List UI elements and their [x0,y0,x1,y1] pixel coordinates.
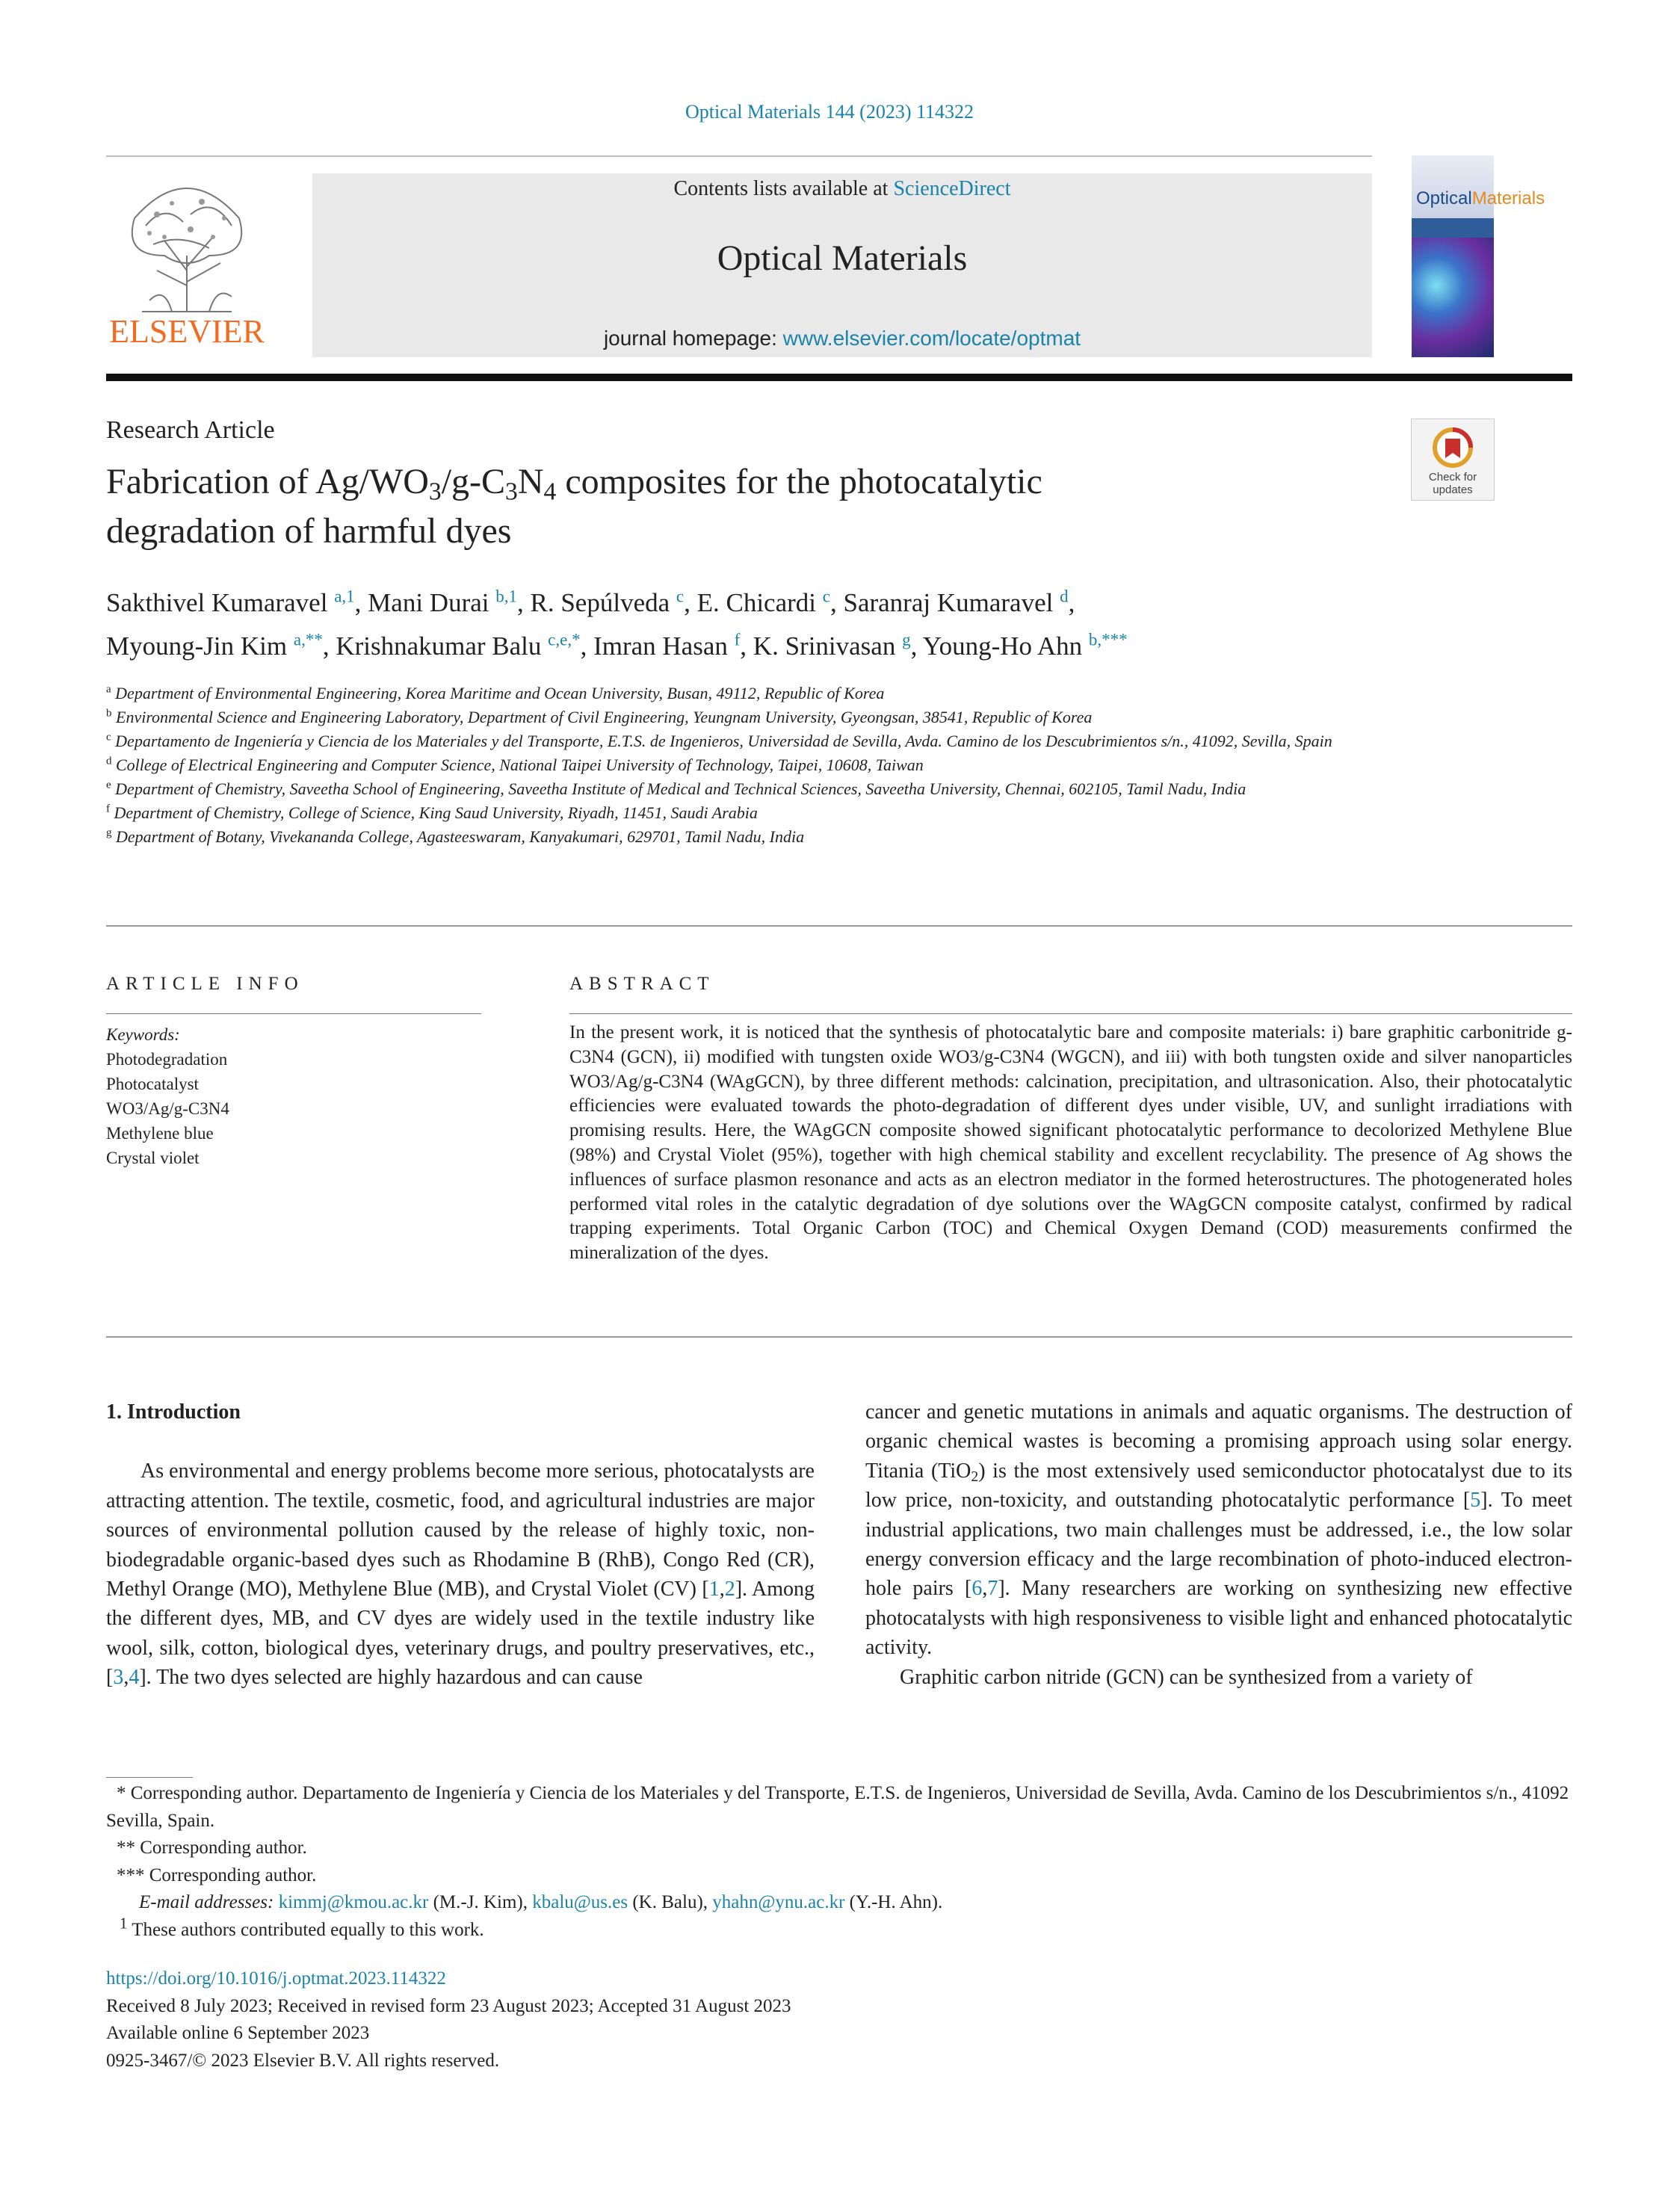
footnote: $^1$ These authors contributed equally to this work. [120,1914,484,1940]
author-name: Krishnakumar Balu [336,631,542,661]
author-affil-link[interactable]: a,1 [334,587,355,606]
affiliation: $^g$ Department of Botany, Vivekananda College, Agasteeswaram, Kanyakumari, 629701, Tamil Nadu, India [106,827,805,846]
footnote: ** Corresponding author. [117,1838,307,1858]
citation-link[interactable]: 2 [724,1578,735,1601]
author-affil-link[interactable]: f [734,630,741,649]
sciencedirect-link[interactable]: ScienceDirect [893,177,1011,200]
running-head[interactable]: Optical Materials 144 (2023) 114322 [685,101,974,123]
author-affil-link[interactable]: a,** [293,630,323,649]
author-name: Myoung-Jin Kim [106,631,288,661]
check-updates-line2: updates [1433,484,1473,496]
section-heading: 1. Introduction [106,1400,241,1424]
body-paragraph: As environmental and energy problems become more serious, photocatalysts are attracting attention. The textile, cosmetic, food, and agricultural industries are major sources of environmental pollution caused by the release of highly toxic, non-biodegradable organic-based dyes such as Rhodamine B (RhB), Congo Red (CR), Methyl Orange (MO), Methylene Blue (MB), and Crystal Violet (CV) [1,2]. Among the different dyes, MB, and CV dyes are widely used in the textile industry like wool, silk, cotton, biological dyes, veterinary drugs, and poultry preservatives, etc., [3,4]. The two dyes selected are highly hazardous and can cause [106,1459,815,1690]
body-paragraph: Graphitic carbon nitride (GCN) can be synthesized from a variety of [900,1665,1473,1689]
elsevier-wordmark: ELSEVIER [109,313,265,350]
author-affil-link[interactable]: b,1 [495,587,517,606]
contents-prefix: Contents lists available at [673,177,894,200]
affiliations-divider [106,925,1572,927]
email-footnote: E-mail addresses: kimmj@kmou.ac.kr (M.-J. Kim), kbalu@us.es (K. Balu), yhahn@ynu.ac.kr (Y.-H. Ahn). [139,1892,943,1912]
available-online: Available online 6 September 2023 [106,2023,370,2043]
footnotes [106,1780,1572,1944]
article-title: Fabrication of $Ag/WO_3/g-C_3N_4$ composites for the photocatalytic degradation of harmful dyes [106,462,1042,551]
footnote-rule [106,1777,193,1778]
check-updates-icon [1412,419,1494,500]
author-affil-link[interactable]: c,e,* [548,630,581,649]
author-name: R. Sepúlveda [530,588,670,617]
author-affil-link[interactable]: g [902,630,911,649]
affiliation: $^f$ Department of Chemistry, College of Science, King Saud University, Riyadh, 11451, Saudi Arabia [106,803,758,822]
email-link[interactable]: kbalu@us.es [532,1892,628,1912]
abstract-end-rule [106,1336,1572,1338]
journal-title: Optical Materials [717,238,968,278]
journal-masthead [312,173,1372,357]
keywords-block [106,1022,480,1170]
body-column-left [106,1397,815,1693]
masthead-rule [106,374,1572,381]
article-info-rule [106,1013,481,1014]
check-updates-line1: Check for [1428,471,1477,484]
header-divider [106,155,1372,157]
tree-logo-icon [120,173,254,315]
affiliation: $^a$ Department of Environmental Engineering, Korea Maritime and Ocean University, Busan, 49112, Republic of Korea [106,683,885,702]
footnote: *** Corresponding author. [117,1865,317,1885]
citation-link[interactable]: 1 [708,1578,720,1601]
cover-artwork [1412,238,1494,357]
author-name: Sakthivel Kumaravel [106,588,328,617]
keyword-item: WO3/Ag/g-C3N4 [106,1099,229,1118]
article-info-heading: ARTICLE INFO [106,974,304,994]
body-column-right [865,1397,1572,1692]
affiliation: $^d$ College of Electrical Engineering and Computer Science, National Taipei University of Technology, Taipei, 10608, Taiwan [106,755,924,774]
elsevier-logo[interactable] [103,173,271,356]
author-name: K. Srinivasan [753,631,896,661]
citation-link[interactable]: 4 [129,1666,140,1690]
citation-link[interactable]: 5 [1470,1489,1481,1513]
footnote: * Corresponding author. Departamento de Ingeniería y Ciencia de los Materiales y del Transporte, E.T.S. de Ingenieros, Universidad de Sevilla, Avda. Camino de los Descubrimientos s/n., 41092 Sevilla, Spain. [106,1783,1569,1831]
citation-link[interactable]: 6 [971,1577,983,1601]
affiliations [106,682,1377,849]
abstract-heading: ABSTRACT [569,974,715,994]
email-link[interactable]: kimmj@kmou.ac.kr [278,1892,429,1912]
author-list: Sakthivel Kumaravel $^{a,1}$, Mani Durai $^{b,1}$, R. Sepúlveda $^c$, E. Chicardi $^c$, Saranraj Kumaravel $^d$, Myoung-Jin Kim $^{a,**}$, Krishnakumar Balu $^{c,e,*}$, Imran Hasan $^f$, K. Srinivasan $^g$, Young-Ho Ahn $^{b,***}$ [106,587,1128,661]
homepage-line [312,323,1372,354]
keywords-label: Keywords: [106,1025,180,1044]
author-affil-link[interactable]: c [822,587,830,606]
author-name: E. Chicardi [696,588,817,617]
abstract-text: In the present work, it is noticed that the synthesis of photocatalytic bare and composite materials: i) bare graphitic carbonitride g-C3N4 (GCN), ii) modified with tungsten oxide WO3/g-C3N4 (WGCN), and iii) with both tungsten oxide and silver nanoparticles WO3/Ag/g-C3N4 (WAgGCN), by three different methods: calcination, precipitation, and ultrasonication. Also, their photocatalytic efficiencies were evaluated towards the photo-degradation of different dyes under visible, UV, and sunlight irradiations with promising results. Here, the WAgGCN composite showed significant photocatalytic performance to decolorized Methylene Blue (98%) and Crystal Violet (95%), together with high chemical stability and excellent recyclability. The presence of Ag shows the influences of surface plasmon resonance and acts as an electron mediator in the formed heterostructures. The photogenerated holes performed vital roles in the catalytic degradation of dye solutions over the WAgGCN composite catalyst, confirmed by radical trapping experiments. Total Organic Carbon (TOC) and Chemical Oxygen Demand (COD) measurements confirmed the mineralization of the dyes. [569,1022,1572,1264]
keyword-item: Crystal violet [106,1149,200,1167]
article-type: Research Article [106,416,275,444]
abstract-rule [569,1013,1572,1014]
author-affil-link[interactable]: b,*** [1088,630,1128,649]
author-name: Young-Ho Ahn [922,631,1083,661]
citation-link[interactable]: 3 [113,1666,124,1690]
homepage-prefix: journal homepage: [603,327,783,350]
journal-cover-image[interactable] [1412,155,1545,357]
doi-link[interactable]: https://doi.org/10.1016/j.optmat.2023.114322 [106,1968,446,1989]
author-affil-link[interactable]: d [1060,587,1069,606]
contents-line [312,173,1372,205]
journal-homepage-link[interactable]: www.elsevier.com/locate/optmat [782,327,1081,350]
cover-title: OpticalMaterials [1416,188,1545,208]
check-for-updates-button[interactable] [1411,418,1495,501]
author-name: Mani Durai [368,588,489,617]
keyword-item: Photodegradation [106,1050,228,1069]
affiliation: $^b$ Environmental Science and Engineering Laboratory, Department of Civil Engineering, Yeungnam University, Gyeongsan, 38541, Republic of Korea [106,707,1093,726]
copyright: 0925-3467/© 2023 Elsevier B.V. All rights reserved. [106,2050,500,2071]
affiliation: $^c$ Departamento de Ingeniería y Ciencia de los Materiales y del Transporte, E.T.S. de Ingenieros, Universidad de Sevilla, Avda. Camino de los Descubrimientos s/n., 41092, Sevilla, Spain [106,731,1332,750]
author-name: Saranraj Kumaravel [843,588,1054,617]
author-name: Imran Hasan [593,631,728,661]
affiliation: $^e$ Department of Chemistry, Saveetha School of Engineering, Saveetha Institute of Medical and Technical Sciences, Saveetha University, Chennai, 602105, Tamil Nadu, India [106,779,1246,798]
body-paragraph: cancer and genetic mutations in animals and aquatic organisms. The destruction of organic chemical wastes is becoming a promising approach using solar energy. Titania (TiO$_2$) is the most extensively used semiconductor photocatalyst due to its low price, non-toxicity, and outstanding photocatalytic performance [5]. To meet industrial applications, two main challenges must be addressed, i.e., the low solar energy conversion efficacy and the large recombination of photo-induced electron-hole pairs [6,7]. Many researchers are working on synthesizing new effective photocatalysts with high responsiveness to visible light and enhanced photocatalytic activity. [865,1400,1572,1660]
citation-link[interactable]: 7 [987,1577,998,1601]
received-dates: Received 8 July 2023; Received in revised form 23 August 2023; Accepted 31 August 2023 [106,1995,791,2016]
email-link[interactable]: yhahn@ynu.ac.kr [712,1892,845,1912]
keyword-item: Photocatalyst [106,1075,199,1093]
keyword-item: Methylene blue [106,1124,214,1143]
author-affil-link[interactable]: c [676,587,685,606]
publication-info [106,1965,1078,2074]
